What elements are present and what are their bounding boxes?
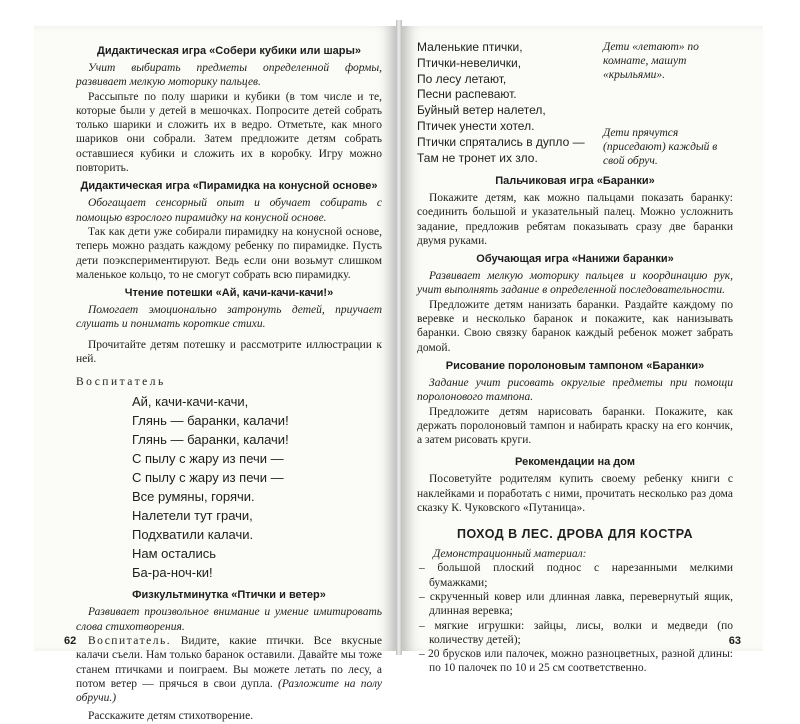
text-sponge-drawing: Предложите детям нарисовать баранки. Покажите, как держать поролоновый тампон и набирать краску на его кончик, а затем рисовать круги. [417, 405, 733, 447]
poem-line: Буйный ветер налетел, [417, 103, 546, 118]
poem-line: Птички-невелички, [417, 55, 522, 70]
verse-line: Нам остались [132, 546, 217, 562]
exercise-stage-direction: (Разложите на полу обручи.) [76, 677, 382, 705]
goal-exercise: Развивает произвольное внимание и умение имитировать слова стихотворения. [76, 606, 382, 633]
heading-stringing-game: Обучающая игра «Нанижи баранки» [476, 253, 674, 266]
list-item: – 20 брусков или палочек, можно разноцветных, разной длины: по 10 палочек по 10 и 25 см соответственно. [419, 648, 733, 675]
verse-line: Налетели тут грачи, [132, 508, 253, 524]
text-nursery-rhyme: Прочитайте детям потешку и рассмотрите иллюстрации к ней. [76, 338, 382, 366]
right-page [401, 26, 763, 675]
heading-nursery-rhyme: Чтение потешки «Ай, качи-качи-качи!» [124, 287, 334, 300]
verse-line: Глянь — баранки, калачи! [132, 432, 289, 448]
left-page-content [76, 40, 382, 724]
verse-line: Ай, качи-качи-качи, [132, 394, 249, 410]
text-stringing-game: Предложите детям нанизать баранки. Раздайте каждому по веревке и несколько баранок и покажите, как нанизывать баранки. Свою связку баранок каждый ребенок может забрать домой. [417, 298, 733, 354]
goal-sort-game: Учит выбирать предметы определенной формы, развивает мелкую моторику пальцев. [76, 62, 382, 89]
speaker-inline: Воспитатель. [88, 634, 172, 647]
text-finger-game: Покажите детям, как можно пальцами показать баранку: соединить большой и указательный палец. Можно усложнить задание, предложив ребятам показывать сразу две баранки двумя руками. [417, 192, 733, 247]
heading-pyramid-game: Дидактическая игра «Пирамидка на конусной основе» [80, 180, 378, 193]
goal-pyramid-game: Обогащает сенсорный опыт и обучает собирать с помощью взрослого пирамидку на конусной основе. [76, 197, 382, 224]
verse-line: С пылу с жару из печи — [132, 451, 284, 467]
heading-finger-game: Пальчиковая игра «Баранки» [495, 175, 655, 187]
poem-note-fly: Дети «летают» по комнате, машут «крыльями». [603, 41, 699, 81]
list-item: – мягкие игрушки: зайцы, лисы, волки и медведи (по количеству детей); [419, 619, 733, 646]
poem-lines [417, 40, 585, 168]
poem-line: Птичек унести хотел. [417, 118, 535, 133]
verse-line: С пылу с жару из печи — [132, 470, 284, 486]
goal-sponge-drawing: Задание учит рисовать округлые предметы при помощи поролонового тампона. [417, 376, 733, 404]
heading-sponge-drawing: Рисование поролоновым тампоном «Баранки» [445, 359, 705, 372]
verse-line: Подхватили калачи. [132, 527, 254, 543]
page-number-right: 63 [728, 635, 741, 647]
poem-stage-notes [603, 40, 733, 168]
text-pyramid-game: Так как дети уже собирали пирамидку на конусной основе, теперь можно раздать каждому ребенку по пирамидке. Пусть дети поэкспериментируют. Ведь если они возьмут слишком маленькое кольцо, то не смогут собрать всю пирамидку. [76, 225, 382, 281]
birds-poem [417, 40, 733, 168]
chapter-title: ПОХОД В ЛЕС. ДРОВА ДЛЯ КОСТРА [456, 527, 694, 542]
heading-exercise: Физкультминутка «Птички и ветер» [132, 589, 326, 602]
poem-line: Птички спрятались в дупло — [417, 134, 585, 149]
poem-line: Там не тронет их зло. [417, 150, 538, 165]
exercise-dialog: Видите, какие птички. Все вкусные калачи съели. Нам только баранок оставили. Давайте мы тоже станем птичками и поиграем. Вы можете летать по лесу, а потом ветер — прячься в свои дупла. [76, 634, 382, 690]
poem-line: Песни распевают. [417, 87, 517, 102]
verse-line: Глянь — баранки, калачи! [132, 413, 289, 429]
poem-note-hide: Дети прячутся (приседают) каждый в свой обруч. [603, 127, 718, 167]
text-home-recommendations: Посоветуйте родителям купить своему ребенку книги с наклейками и поработать с ними, прочитать несколько раз дома сказку К. Чуковского «Путаница». [417, 473, 733, 515]
page-number-left: 62 [64, 635, 77, 647]
heading-home-recommendations: Рекомендации на дом [515, 456, 635, 469]
list-item: – большой плоский поднос с нарезанными мелкими бумажками; [419, 562, 733, 589]
goal-stringing-game: Развивает мелкую моторику пальцев и координацию рук, учит выполнять задание в определенной последовательности. [417, 270, 733, 297]
right-page-content [417, 40, 733, 676]
poem-line: Маленькие птички, [417, 40, 523, 54]
demo-material-list [417, 561, 733, 675]
verse-line: Все румяны, горячи. [132, 489, 255, 505]
list-item: – скрученный ковер или длинная лавка, перевернутый ящик, длинная веревка; [419, 590, 733, 618]
text-exercise [76, 634, 382, 705]
verse-line: Ба-ра-ноч-ки! [132, 565, 213, 581]
text-tell-poem: Расскажите детям стихотворение. [88, 710, 254, 723]
goal-nursery-rhyme: Помогает эмоционально затронуть детей, приучает слушать и понимать короткие стихи. [76, 304, 382, 331]
poem-line: По лесу летают, [417, 71, 507, 86]
demo-material-label: Демонстрационный материал: [433, 548, 587, 561]
heading-sort-game: Дидактическая игра «Собери кубики или шары» [97, 45, 361, 57]
left-page [34, 26, 397, 723]
rhyme-verse [132, 392, 382, 582]
text-sort-game: Рассыпьте по полу шарики и кубики (в том числе и те, которые были у детей в мешочках. Попросите детей собрать только шарики и сложить их в ведро. Отметьте, как много шариков они собрали. Затем предложите детям собрать оставшиеся кубики и сложить их в коробку. Игру можно повторить. [76, 90, 382, 175]
speaker-label: Воспитатель [76, 376, 166, 389]
